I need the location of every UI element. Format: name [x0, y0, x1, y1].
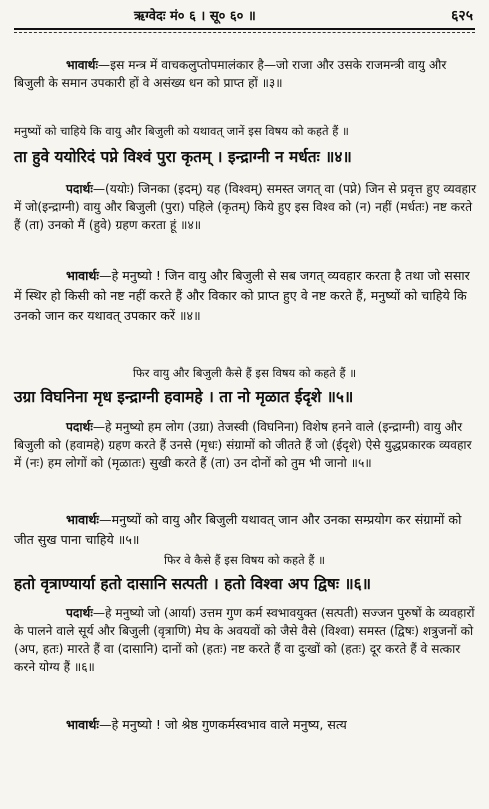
- running-header: ऋग्वेदः मं० ६ । सू० ६० ॥: [134, 9, 256, 24]
- page-header: [14, 6, 475, 28]
- padartha-label: पदार्थः: [66, 606, 93, 620]
- padartha-label: पदार्थः: [66, 420, 93, 434]
- bhavartha-label: भावार्थः: [66, 268, 99, 283]
- bhavartha-label: भावार्थः: [66, 717, 99, 732]
- padartha-text: —(ययोः) जिनका (इदम्) यह (विश्वम्) समस्त जगत् वा (पप्ने) जिन से प्रवृत्त हुए व्यवहार में जो(इन्द्राग्नी) वायु और बिजुली (पुरा) पहिले (कृतम्) किये हुए इस विश्व को (न) नहीं (मर्धतः) नष्ट करते हैं (ता) उनको मैं (हुवे) ग्रहण करता हूं ॥४॥: [14, 182, 477, 232]
- header-rule: [14, 28, 475, 30]
- mantra-6: हतो वृत्राण्यार्या हतो दासानि सत्पती । हतो विश्वा अप द्विषः ॥६॥: [14, 575, 371, 593]
- padartha-5: [14, 418, 477, 472]
- padartha-4: [14, 180, 477, 234]
- intro-line-2: फिर वायु और बिजुली कैसे हैं इस विषय को कहते हैं ॥: [132, 366, 357, 380]
- padartha-text: —हे मनुष्यो जो (आर्या) उत्तम गुण कर्म स्वभावयुक्त (सत्पती) सज्जन पुरुषों के व्यवहारों के पालने वाले सूर्य और बिजुली (वृत्राणि) मेघ के अवयवों को जैसे वैसे (विश्वा) समस्त (द्विषः) शत्रुजनों को (अप, हतः) मारते हैं वा (दासानि) दानों को (हतः) नष्ट करते हैं वा दुःखों को (हतः) दूर करते हैं वे सत्कार करने योग्य हैं ॥६॥: [14, 606, 475, 674]
- mantra-5: उग्रा विघनिना मृध इन्द्राग्नी हवामहे । ता नो मृळात ईदृशे ॥५॥: [14, 388, 354, 406]
- padartha-6: [14, 604, 477, 676]
- bhavartha-6: [14, 716, 477, 734]
- header-rule-dashed: [14, 32, 475, 33]
- bhavartha-5: [14, 510, 477, 550]
- bhavartha-label: भावार्थः: [66, 58, 98, 72]
- bhavartha-4: [14, 266, 477, 326]
- intro-line-3: फिर वे कैसे हैं इस विषय को कहते हैं ॥: [164, 553, 325, 567]
- padartha-text: —हे मनुष्यो हम लोग (उग्रा) तेजस्वी (विघनिना) विशेष हनने वाले (इन्द्राग्नी) वायु और बिजुली को (हवामहे) ग्रहण करते हैं उनसे (मृधः) संग्रामों को जीतते हैं जो (ईदृशे) ऐसे युद्धप्रकारक व्यवहार में (नः) हम लोगों को (मृळातः) सुखी करते हैं (ता) उन दोनों को तुम भी जानो ॥५॥: [14, 420, 472, 470]
- padartha-label: पदार्थः: [66, 182, 93, 196]
- bhavartha-3: [14, 56, 477, 92]
- bhavartha-text: —हे मनुष्यो ! जिन वायु और बिजुली से सब जगत् व्यवहार करता है तथा जो ससार में स्थिर हो किसी को नष्ट नहीं करते हैं और विकार को प्राप्त हुए वे नष्ट करते हैं, मनुष्यों को चाहिये कि उनको जान कर यथावत् उपकार करें ॥४॥: [14, 268, 470, 323]
- bhavartha-text: —मनुष्यों को वायु और बिजुली यथावत् जान और उनका सम्प्रयोग कर संग्रामों को जीत सुख पाना चाहिये ॥५॥: [14, 512, 462, 547]
- bhavartha-text: —हे मनुष्यो ! जो श्रेष्ठ गुणकर्मस्वभाव वाले मनुष्य, सत्य: [98, 717, 347, 732]
- bhavartha-label: भावार्थः: [66, 512, 99, 527]
- page-number: ६२५: [451, 8, 473, 24]
- intro-line-1: मनुष्यों को चाहिये कि वायु और बिजुली को यथावत् जानें इस विषय को कहते हैं ॥: [14, 124, 349, 138]
- mantra-4: ता हुवे ययोरिदं पप्ने विश्वं पुरा कृतम् । इन्द्राग्नी न मर्धतः ॥४॥: [14, 148, 352, 166]
- bhavartha-text: —इस मन्त्र में वाचकलुप्तोपमालंकार है—जो राजा और उसके राजमन्त्री वायु और बिजुली के समान उपकारी हों वे असंख्य धन को प्राप्त हों ॥३॥: [14, 58, 447, 90]
